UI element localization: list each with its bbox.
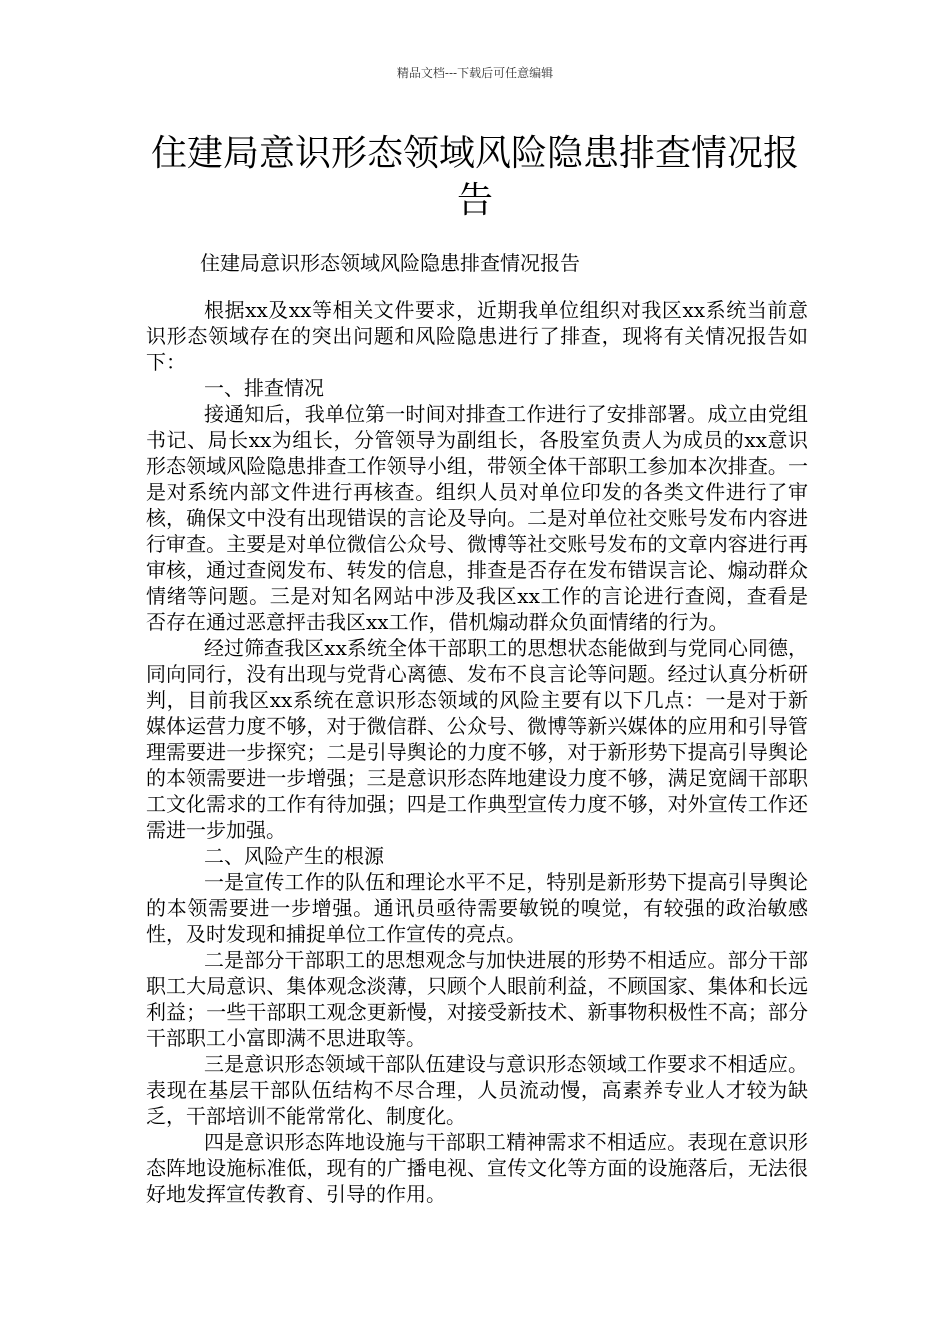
section-heading-investigation: 一、排查情况 (204, 376, 324, 400)
header-note: 精品文档---下载后可任意编辑 (396, 66, 554, 80)
intro-paragraph: 根据xx及xx等相关文件要求，近期我单位组织对我区xx系统当前意识形态领域存在的突出问题和风险隐患进行了排查，现将有关情况报告如下： (146, 298, 808, 374)
document-title: 住建局意识形态领域风险隐患排查情况报告 (150, 133, 799, 221)
document-subtitle: 住建局意识形态领域风险隐患排查情况报告 (200, 251, 580, 275)
section-heading-root-causes: 二、风险产生的根源 (204, 844, 384, 868)
risk-analysis-paragraph: 经过筛查我区xx系统全体干部职工的思想状态能做到与党同心同德，同向同行，没有出现与党背心离德、发布不良言论等问题。经过认真分析研判，目前我区xx系统在意识形态领域的风险主要有以下几点：一是对于新媒体运营力度不够，对于微信群、公众号、微博等新兴媒体的应用和引导管理需要进一步探究；二是引导舆论的力度不够，对于新形势下提高引导舆论的本领需要进一步增强；三是意识形态阵地建设力度不够，满足宽阔干部职工文化需求的工作有待加强；四是工作典型宣传力度不够，对外宣传工作还需进一步加强。 (146, 636, 808, 842)
cause-paragraph-1: 一是宣传工作的队伍和理论水平不足，特别是新形势下提高引导舆论的本领需要进一步增强。通讯员亟待需要敏锐的嗅觉，有较强的政治敏感性，及时发现和捕捉单位工作宣传的亮点。 (146, 870, 808, 946)
cause-paragraph-4: 四是意识形态阵地设施与干部职工精神需求不相适应。表现在意识形态阵地设施标准低，现有的广播电视、宣传文化等方面的设施落后，无法很好地发挥宣传教育、引导的作用。 (146, 1130, 808, 1206)
document-body (146, 297, 808, 1207)
cause-paragraph-2: 二是部分干部职工的思想观念与加快进展的形势不相适应。部分干部职工大局意识、集体观念淡薄，只顾个人眼前利益，不顾国家、集体和长远利益；一些干部职工观念更新慢，对接受新技术、新事物积极性不高；部分干部职工小富即满不思进取等。 (146, 948, 808, 1050)
investigation-paragraph: 接通知后，我单位第一时间对排查工作进行了安排部署。成立由党组书记、局长xx为组长，分管领导为副组长，各股室负责人为成员的xx意识形态领域风险隐患排查工作领导小组，带领全体干部职工参加本次排查。一是对系统内部文件进行再核查。组织人员对单位印发的各类文件进行了审核，确保文中没有出现错误的言论及导向。二是对单位社交账号发布内容进行审查。主要是对单位微信公众号、微博等社交账号发布的文章内容进行再审核，通过查阅发布、转发的信息，排查是否存在发布错误言论、煽动群众情绪等问题。三是对知名网站中涉及我区xx工作的言论进行查阅，查看是否存在通过恶意抨击我区xx工作，借机煽动群众负面情绪的行为。 (146, 402, 808, 634)
cause-paragraph-3: 三是意识形态领域干部队伍建设与意识形态领域工作要求不相适应。表现在基层干部队伍结构不尽合理，人员流动慢，高素养专业人才较为缺乏，干部培训不能常常化、制度化。 (146, 1052, 808, 1128)
